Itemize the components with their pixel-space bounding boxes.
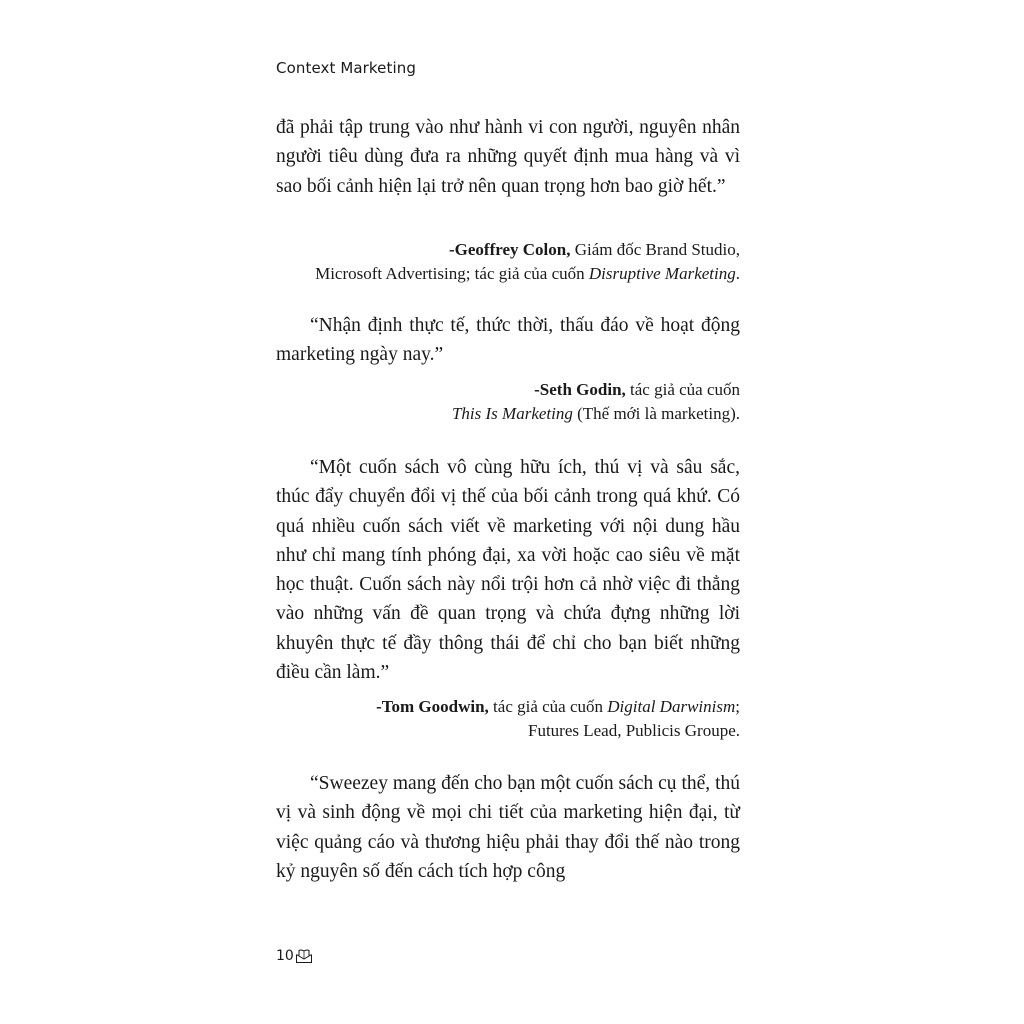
author-name: -Tom Goodwin, xyxy=(376,697,489,716)
quote-2-text: “Nhận định thực tế, thức thời, thấu đáo về hoạt động marketing ngày nay.” xyxy=(276,315,740,366)
author-role: tác giả của cuốn xyxy=(625,380,740,399)
quote-2-attribution xyxy=(276,378,740,425)
author-name: -Seth Godin, xyxy=(534,380,626,399)
book-title: Disruptive Marketing xyxy=(588,263,736,283)
author-role: tác giả của cuốn xyxy=(488,697,608,716)
author-name: -Geoffrey Colon, xyxy=(448,240,571,259)
author-role: Giám đốc Brand Studio, xyxy=(570,240,740,259)
book-subtitle: (Thế mới là marketing). xyxy=(572,403,740,423)
quote-3-text: “Một cuốn sách vô cùng hữu ích, thú vị và sâu sắc, thúc đẩy chuyển đổi vị thế của bối cảnh trong quá khứ. Có quá nhiều cuốn sách viết về marketing với nội dung hầu như chỉ mang tính phóng đại, xa vời hoặc cao siêu về mặt học thuật. Cuốn sách này nổi trội hơn cả nhờ việc đi thẳng vào những vấn đề quan trọng và chứa đựng những lời khuyên thực tế đầy thông thái để chỉ cho bạn biết những điều cần làm.” xyxy=(276,457,740,684)
attribution-line xyxy=(276,238,740,262)
quote-1-text: đã phải tập trung vào như hành vi con người, nguyên nhân người tiêu dùng đưa ra những quyết định mua hàng và vì sao bối cảnh hiện lại trở nên quan trọng hơn bao giờ hết.” xyxy=(276,117,740,197)
punctuation: . xyxy=(735,263,740,283)
attribution-line xyxy=(276,402,740,426)
attribution-line xyxy=(276,262,740,286)
attribution-line xyxy=(276,378,740,402)
author-role: Microsoft Advertising; tác giả của cuốn xyxy=(315,263,589,283)
attribution-line: Futures Lead, Publicis Groupe. xyxy=(528,720,740,740)
quote-4-text: “Sweezey mang đến cho bạn một cuốn sách cụ thể, thú vị và sinh động về mọi chi tiết của marketing hiện đại, từ việc quảng cáo và thương hiệu phải thay đổi thế nào trong kỷ nguyên số đến cách tích hợp công xyxy=(276,773,740,882)
punctuation: ; xyxy=(735,697,740,716)
page-number: 10 xyxy=(276,948,294,964)
open-book-logo-icon xyxy=(295,948,313,964)
quote-3-attribution xyxy=(276,695,740,742)
quote-1-attribution xyxy=(276,238,740,285)
book-title: This Is Marketing xyxy=(451,403,573,423)
attribution-line xyxy=(276,695,740,719)
running-header: Context Marketing xyxy=(276,59,416,77)
page-footer xyxy=(276,948,313,964)
book-title: Digital Darwinism xyxy=(607,697,736,716)
